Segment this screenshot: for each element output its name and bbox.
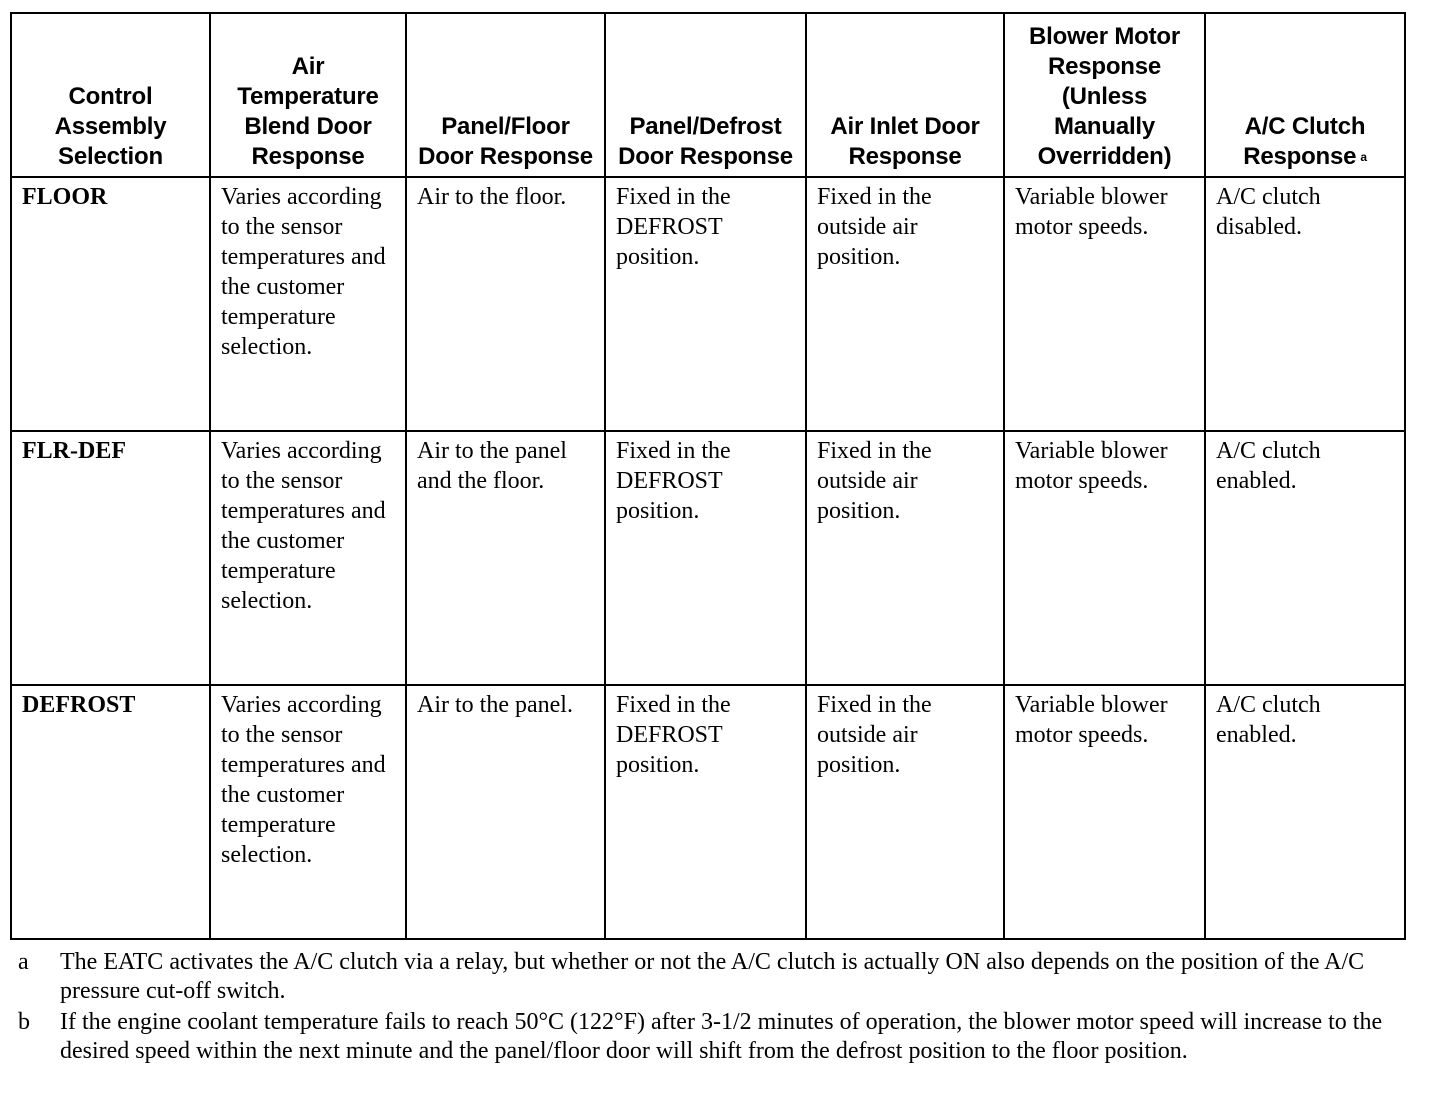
table-row <box>11 431 1405 685</box>
header-air-inlet-door: Air Inlet Door Response <box>806 13 1004 177</box>
header-panel-defrost-door: Panel/Defrost Door Response <box>605 13 806 177</box>
header-blend-door: Air Temperature Blend Door Response <box>210 13 406 177</box>
table-header-row <box>11 13 1405 177</box>
footnote-item <box>10 1008 1406 1066</box>
cell-panel-defrost: Fixed in the DEFROST position. <box>605 431 806 685</box>
header-ac-clutch <box>1205 13 1405 177</box>
footnote-marker: a <box>1360 150 1367 164</box>
cell-panel-defrost: Fixed in the DEFROST position. <box>605 685 806 939</box>
footnote-key: a <box>18 949 29 975</box>
cell-air-inlet: Fixed in the outside air position. <box>806 177 1004 431</box>
header-panel-floor-door: Panel/Floor Door Response <box>406 13 605 177</box>
cell-clutch: A/C clutch enabled. <box>1205 431 1405 685</box>
header-control-selection: Control Assembly Selection <box>11 13 210 177</box>
footnote-key: b <box>18 1009 30 1035</box>
cell-panel-floor: Air to the panel and the floor. <box>406 431 605 685</box>
header-blower-motor: Blower Motor Response (Unless Manually Overridden) <box>1004 13 1205 177</box>
cell-blower: Variable blower motor speeds. <box>1004 685 1205 939</box>
cell-blower: Variable blower motor speeds. <box>1004 431 1205 685</box>
footnotes <box>10 948 1406 1066</box>
cell-blend: Varies according to the sensor temperatures and the customer temperature selection. <box>210 431 406 685</box>
cell-blend: Varies according to the sensor temperatures and the customer temperature selection. <box>210 177 406 431</box>
footnote-item <box>10 948 1406 1006</box>
header-ac-clutch-label: A/C Clutch Response <box>1243 113 1366 170</box>
eatc-response-table <box>10 12 1406 940</box>
cell-clutch: A/C clutch enabled. <box>1205 685 1405 939</box>
cell-blower: Variable blower motor speeds. <box>1004 177 1205 431</box>
cell-selection: DEFROST <box>11 685 210 939</box>
cell-selection: FLOOR <box>11 177 210 431</box>
cell-panel-defrost: Fixed in the DEFROST position. <box>605 177 806 431</box>
table-row <box>11 685 1405 939</box>
cell-clutch: A/C clutch disabled. <box>1205 177 1405 431</box>
cell-panel-floor: Air to the floor. <box>406 177 605 431</box>
footnote-text: If the engine coolant temperature fails to reach 50°C (122°F) after 3-1/2 minutes of operation, the blower motor speed will increase to the desired speed within the next minute and the panel/floor door will shift from the defrost position to the floor position. <box>60 1009 1383 1064</box>
cell-selection: FLR-DEF <box>11 431 210 685</box>
table-row <box>11 177 1405 431</box>
cell-blend: Varies according to the sensor temperatures and the customer temperature selection. <box>210 685 406 939</box>
cell-air-inlet: Fixed in the outside air position. <box>806 431 1004 685</box>
footnote-text: The EATC activates the A/C clutch via a relay, but whether or not the A/C clutch is actually ON also depends on the position of the A/C pressure cut-off switch. <box>60 949 1365 1004</box>
cell-panel-floor: Air to the panel. <box>406 685 605 939</box>
cell-air-inlet: Fixed in the outside air position. <box>806 685 1004 939</box>
document-page <box>10 12 1406 1068</box>
